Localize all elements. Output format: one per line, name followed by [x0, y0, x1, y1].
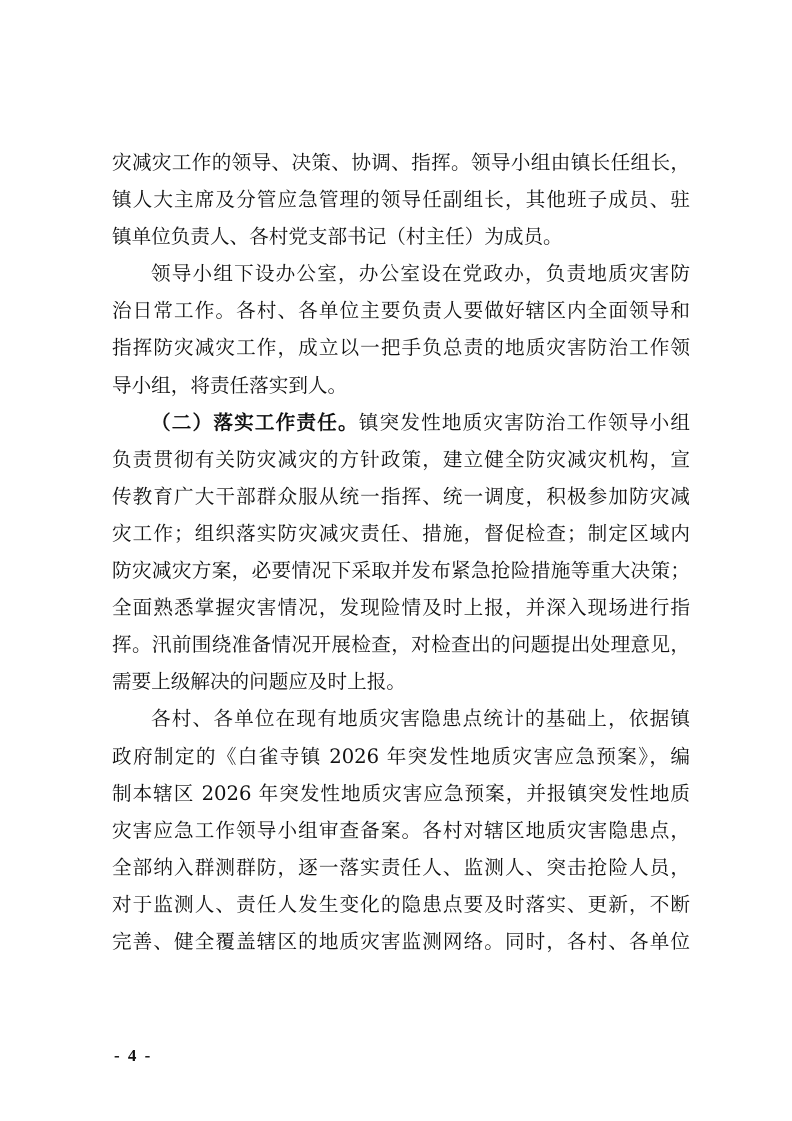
text-line: 导小组，将责任落实到人。 — [112, 373, 348, 397]
document-body — [112, 150, 690, 966]
page-number: - 4 - — [114, 1046, 153, 1065]
section-heading: （二）落实工作责任。 — [151, 410, 359, 434]
text-line: 对于监测人、责任人发生变化的隐患点要及时落实、更新，不断 — [112, 892, 690, 916]
text-line: 完善、健全覆盖辖区的地质灾害监测网络。同时，各村、各单位 — [112, 929, 690, 953]
text-line: 全部纳入群测群防，逐一落实责任人、监测人、突击抢险人员， — [112, 855, 690, 879]
text-line: 需要上级解决的问题应及时上报。 — [112, 670, 406, 694]
text-line: 政府制定的《白雀寺镇 2026 年突发性地质灾害应急预案》，编 — [112, 744, 690, 768]
text-line: 负责贯彻有关防灾减灾的方针政策，建立健全防灾减灾机构，宣 — [112, 447, 690, 471]
text-line: 灾减灾工作的领导、决策、协调、指挥。领导小组由镇长任组长， — [112, 151, 690, 174]
text-line: 指挥防灾减灾工作，成立以一把手负总责的地质灾害防治工作领 — [112, 336, 690, 360]
text-line: 领导小组下设办公室，办公室设在党政办，负责地质灾害防 — [151, 262, 690, 286]
text-line: 全面熟悉掌握灾害情况，发现险情及时上报，并深入现场进行指 — [112, 596, 690, 620]
text-line: 防灾减灾方案，必要情况下采取并发布紧急抢险措施等重大决策； — [112, 559, 690, 583]
text-line: 镇单位负责人、各村党支部书记（村主任）为成员。 — [112, 225, 563, 249]
text-line: 镇人大主席及分管应急管理的领导任副组长，其他班子成员、驻 — [112, 188, 690, 212]
text-line: 传教育广大干部群众服从统一指挥、统一调度，积极参加防灾减 — [112, 484, 690, 508]
text-line-content: 镇突发性地质灾害防治工作领导小组 — [358, 410, 691, 434]
text-line: 治日常工作。各村、各单位主要负责人要做好辖区内全面领导和 — [112, 299, 690, 323]
text-line: 制本辖区 2026 年突发性地质灾害应急预案，并报镇突发性地质 — [112, 781, 690, 805]
text-line: 灾工作；组织落实防灾减灾责任、措施，督促检查；制定区域内 — [112, 521, 690, 545]
text-line: 各村、各单位在现有地质灾害隐患点统计的基础上，依据镇 — [151, 707, 690, 731]
text-line — [112, 410, 690, 447]
text-line: 灾害应急工作领导小组审查备案。各村对辖区地质灾害隐患点， — [112, 818, 690, 842]
text-line: 挥。汛前围绕准备情况开展检查，对检查出的问题提出处理意见， — [112, 633, 690, 657]
